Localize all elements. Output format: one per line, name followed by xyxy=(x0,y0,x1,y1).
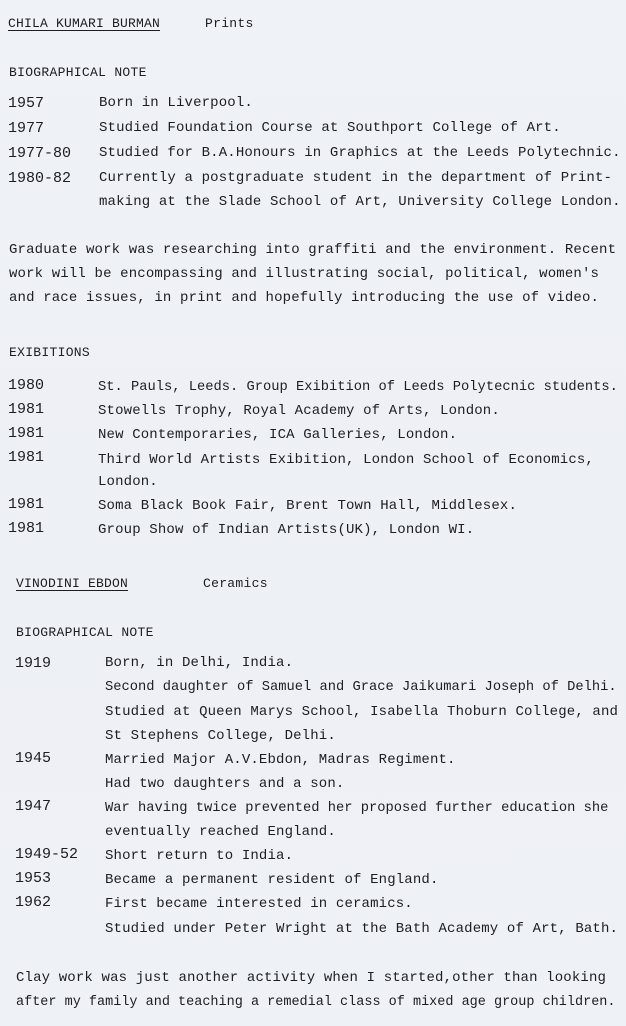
bio-entry-continued: making at the Slade School of Art, University College London. xyxy=(99,194,621,210)
exhibition-year: 1981 xyxy=(8,425,45,442)
bio-year: 1977-80 xyxy=(8,145,72,162)
exhibition-year: 1981 xyxy=(8,520,45,537)
exhibition-year: 1981 xyxy=(8,496,45,513)
exhibition-entry: St. Pauls, Leeds. Group Exibition of Leeds Polytecnic students. xyxy=(98,380,618,395)
bio-entry-continued: Had two daughters and a son. xyxy=(105,776,345,792)
bio-year: 1953 xyxy=(15,870,52,887)
bio-entry: War having twice prevented her proposed further education she xyxy=(105,801,609,816)
exhibitions-heading: EXIBITIONS xyxy=(9,345,91,360)
bio-entry: Studied Foundation Course at Southport College of Art. xyxy=(99,120,561,136)
bio-entry-continued: Studied under Peter Wright at the Bath Academy of Art, Bath. xyxy=(105,921,619,937)
bio-year: 1957 xyxy=(8,95,45,112)
bio-year: 1962 xyxy=(15,894,52,911)
bio-entry-continued: St Stephens College, Delhi. xyxy=(105,728,336,744)
bio-year: 1949-52 xyxy=(15,846,79,863)
bio-entry: Currently a postgraduate student in the department of Print- xyxy=(99,170,613,186)
exhibition-entry: Soma Black Book Fair, Brent Town Hall, Middlesex. xyxy=(98,498,518,514)
bio-year: 1945 xyxy=(15,750,52,767)
exhibition-entry: Third World Artists Exibition, London School of Economics, xyxy=(98,452,594,468)
bio-year: 1947 xyxy=(15,798,52,815)
bio-entry: Became a permanent resident of England. xyxy=(105,872,439,888)
paragraph-line: and race issues, in print and hopefully introducing the use of video. xyxy=(9,290,600,306)
exhibition-year: 1981 xyxy=(8,401,45,418)
artist-name: VINODINI EBDON xyxy=(16,576,129,591)
bio-heading: BIOGRAPHICAL NOTE xyxy=(16,625,154,640)
bio-year: 1919 xyxy=(15,655,52,672)
exhibition-entry: Group Show of Indian Artists(UK), London WI. xyxy=(98,522,475,538)
exhibition-year: 1980 xyxy=(8,377,45,394)
bio-entry: Born, in Delhi, India. xyxy=(105,655,294,671)
paragraph-line: Clay work was just another activity when I started,other than looking xyxy=(16,970,607,986)
bio-entry-continued: Second daughter of Samuel and Grace Jaikumari Joseph of Delhi. xyxy=(105,680,617,695)
bio-entry-continued: Studied at Queen Marys School, Isabella Thoburn College, and xyxy=(105,704,619,720)
exhibition-year: 1981 xyxy=(8,449,45,466)
exhibition-entry-continued: London. xyxy=(98,474,158,490)
bio-entry: Married Major A.V.Ebdon, Madras Regiment. xyxy=(105,752,456,768)
paragraph-line: Graduate work was researching into graffiti and the environment. Recent xyxy=(9,242,617,258)
paragraph-line: work will be encompassing and illustrating social, political, women's xyxy=(9,266,600,282)
artist-medium: Prints xyxy=(205,16,254,31)
bio-heading: BIOGRAPHICAL NOTE xyxy=(9,65,147,80)
paragraph-line: after my family and teaching a remedial class of mixed age group children. xyxy=(16,995,616,1010)
artist-name: CHILA KUMARI BURMAN xyxy=(8,16,161,31)
bio-entry: Short return to India. xyxy=(105,848,294,864)
bio-entry: Studied for B.A.Honours in Graphics at the Leeds Polytechnic. xyxy=(99,145,621,161)
exhibition-entry: New Contemporaries, ICA Galleries, London. xyxy=(98,427,458,443)
artist-medium: Ceramics xyxy=(203,576,268,591)
bio-entry-continued: eventually reached England. xyxy=(105,824,336,840)
exhibition-entry: Stowells Trophy, Royal Academy of Arts, London. xyxy=(98,403,500,419)
bio-year: 1980-82 xyxy=(8,170,72,187)
bio-entry: Born in Liverpool. xyxy=(99,95,253,111)
bio-year: 1977 xyxy=(8,120,45,137)
bio-entry: First became interested in ceramics. xyxy=(105,896,413,912)
